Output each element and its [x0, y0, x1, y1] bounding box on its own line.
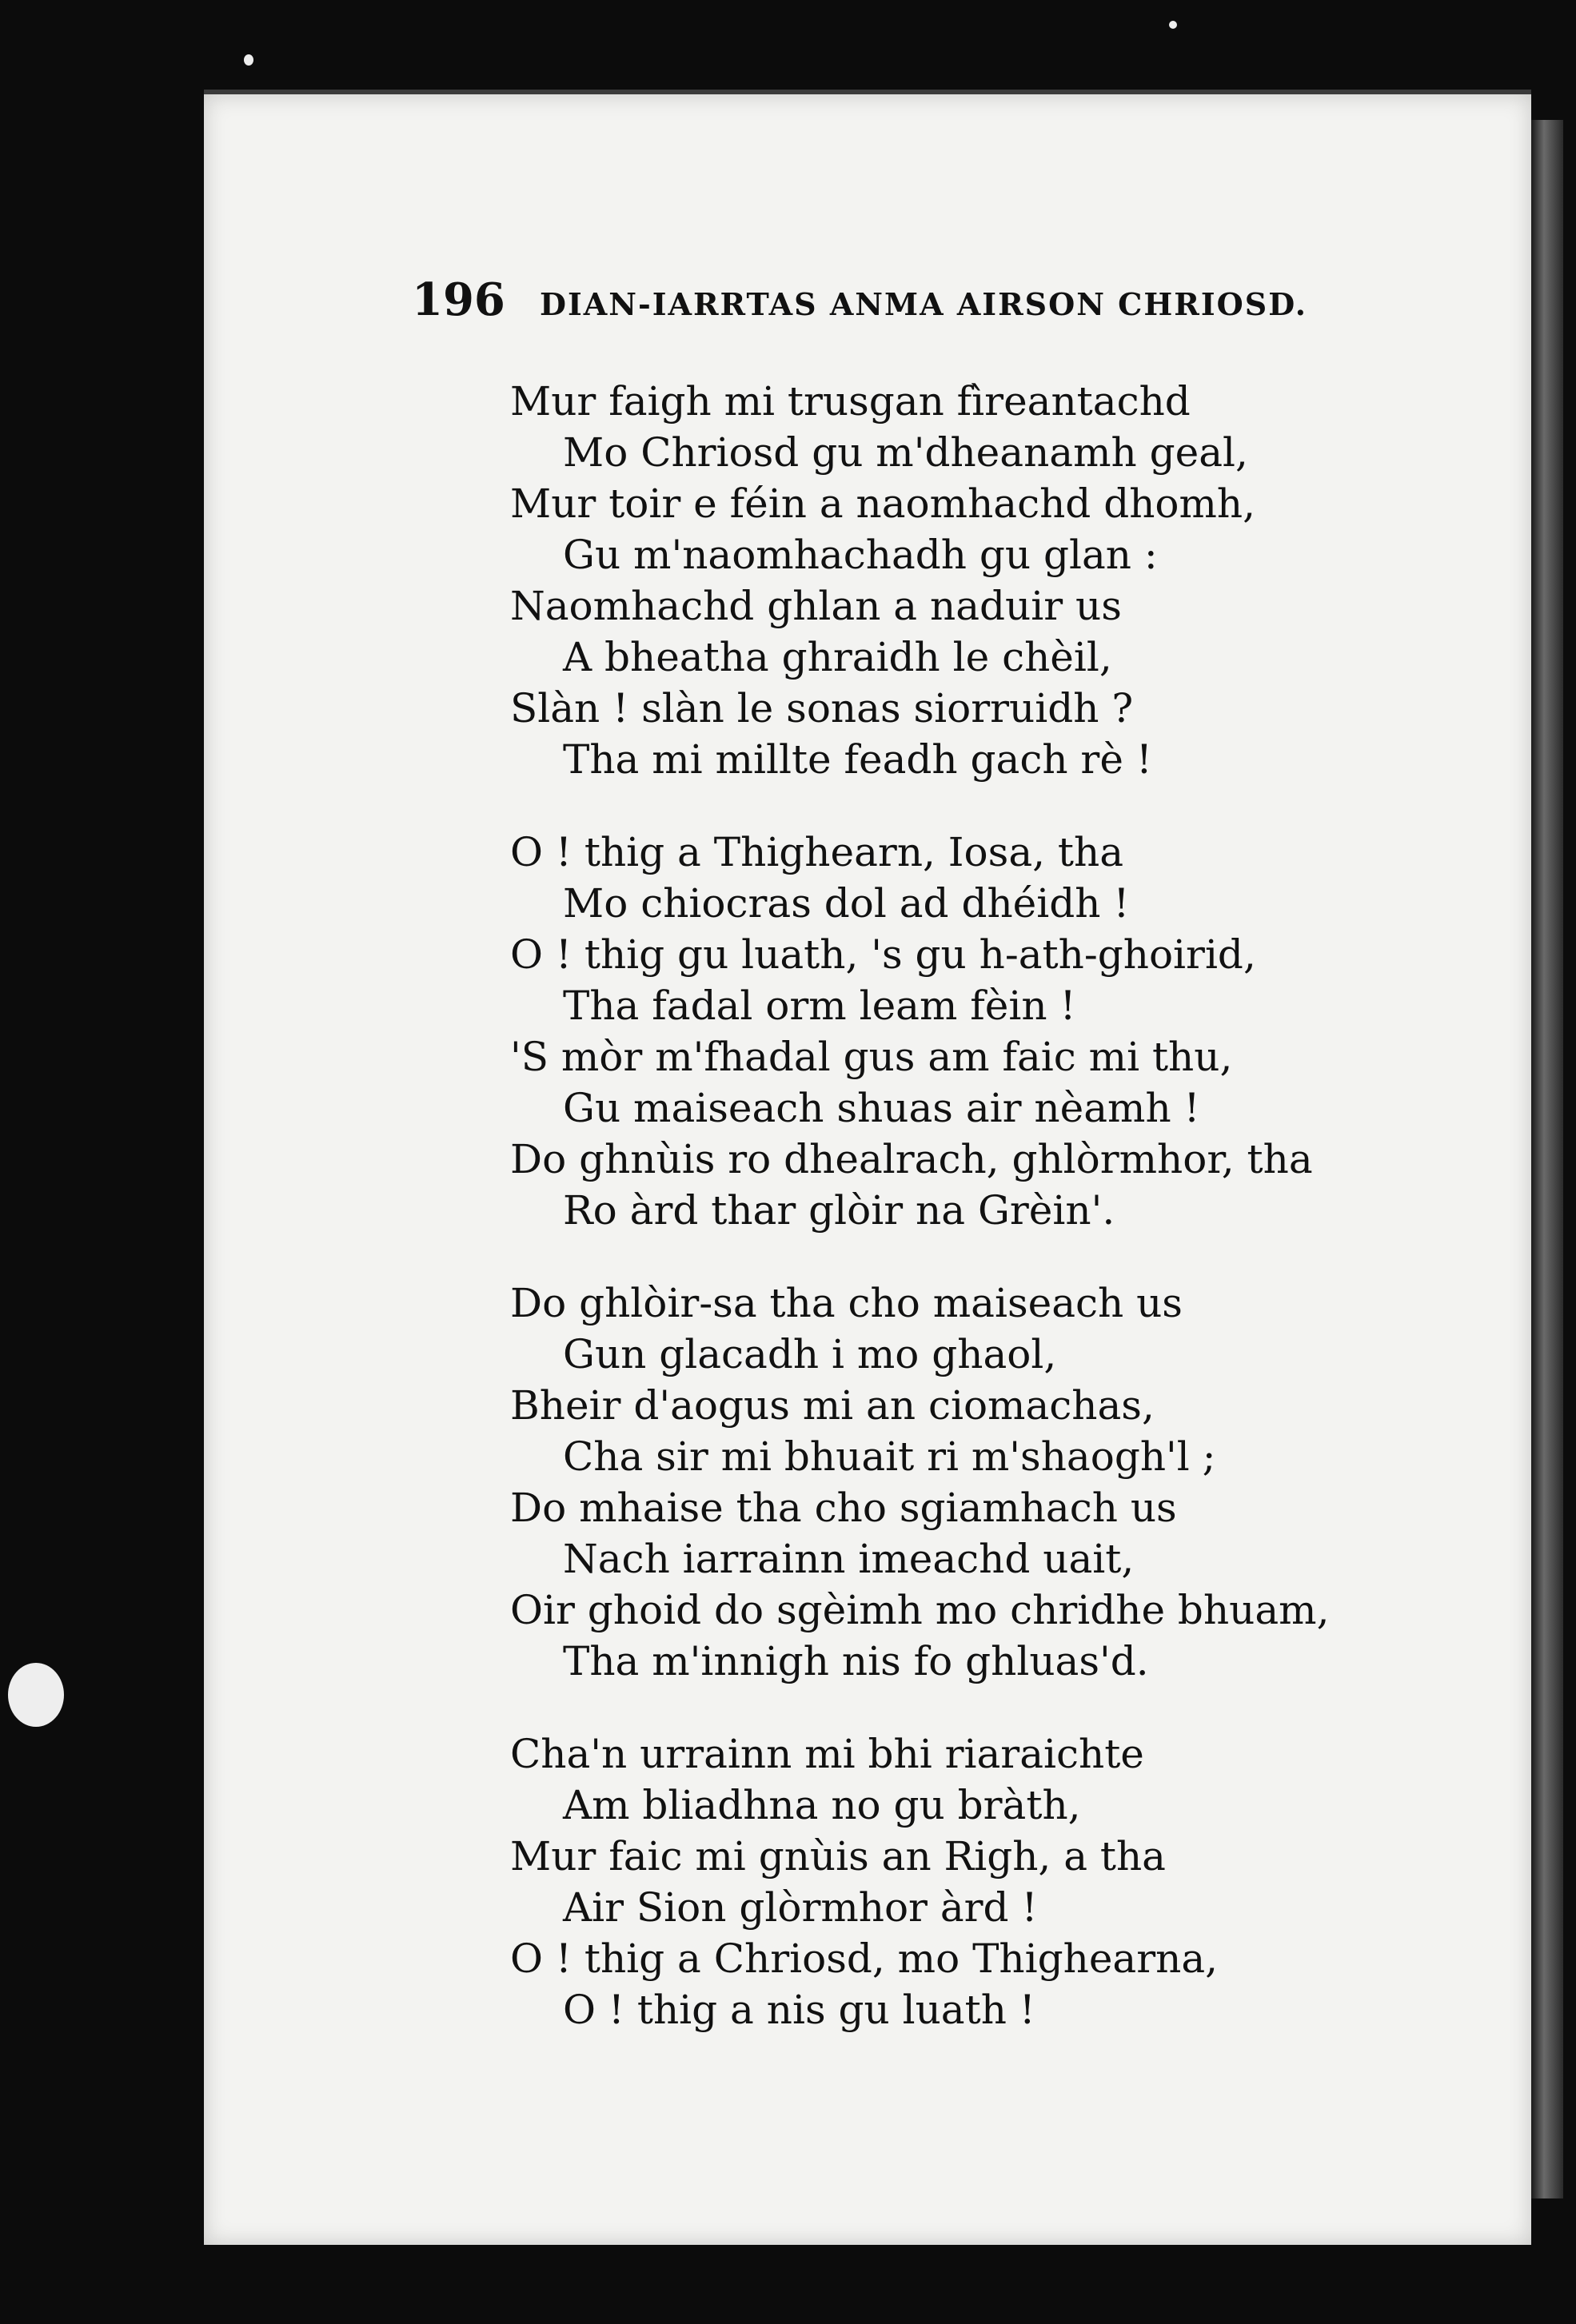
- running-header: [412, 272, 1371, 328]
- scan-speck: [1169, 21, 1177, 29]
- verse-line: Naomhachd ghlan a naduir us: [510, 583, 1122, 629]
- verse-line: Mo chiocras dol ad dhéidh !: [563, 880, 1130, 927]
- stanza-3: [510, 1278, 1390, 1687]
- verse-line: Am bliadhna no gu bràth,: [563, 1782, 1081, 1828]
- verse-line: O ! thig a nis gu luath !: [563, 1987, 1035, 2033]
- verse-line: Mur faigh mi trusgan fìreantachd: [510, 378, 1191, 425]
- verse-line: O ! thig a Thighearn, Iosa, tha: [510, 829, 1124, 875]
- stanza-2: [510, 827, 1390, 1236]
- verse-line: Cha'n urrainn mi bhi riaraichte: [510, 1731, 1144, 1777]
- verse-line: Tha m'innigh nis fo ghluas'd.: [563, 1638, 1149, 1684]
- verse-line: O ! thig a Chriosd, mo Thighearna,: [510, 1935, 1219, 1982]
- scan-speck: [244, 54, 253, 66]
- verse-line: Mur faic mi gnùis an Righ, a tha: [510, 1833, 1166, 1880]
- poem: [510, 376, 1390, 2077]
- verse-line: Air Sion glòrmhor àrd !: [563, 1884, 1038, 1931]
- page-spine-edge: [1531, 120, 1563, 2198]
- verse-line: Slàn ! slàn le sonas siorruidh ?: [510, 685, 1134, 731]
- verse-line: Bheir d'aogus mi an ciomachas,: [510, 1382, 1155, 1429]
- verse-line: O ! thig gu luath, 's gu h-ath-ghoirid,: [510, 931, 1256, 978]
- verse-line: Gu maiseach shuas air nèamh !: [563, 1085, 1200, 1131]
- verse-line: A bheatha ghraidh le chèil,: [563, 634, 1112, 680]
- verse-line: Do ghnùis ro dhealrach, ghlòrmhor, tha: [510, 1136, 1313, 1182]
- verse-line: Do ghlòir-sa tha cho maiseach us: [510, 1280, 1183, 1326]
- running-title: DIAN-IARRTAS ANMA AIRSON CHRIOSD.: [540, 286, 1308, 322]
- verse-line: Do mhaise tha cho sgiamhach us: [510, 1485, 1177, 1531]
- stanza-4: [510, 1728, 1390, 2035]
- verse-line: Tha fadal orm leam fèin !: [563, 983, 1076, 1029]
- page-number: 196: [412, 273, 505, 326]
- verse-line: Oir ghoid do sgèimh mo chridhe bhuam,: [510, 1587, 1330, 1633]
- verse-line: Cha sir mi bhuait ri m'shaogh'l ;: [563, 1433, 1216, 1480]
- stanza-1: [510, 376, 1390, 785]
- verse-line: Mur toir e féin a naomhachd dhomh,: [510, 480, 1256, 527]
- verse-line: Gu m'naomhachadh gu glan :: [563, 532, 1158, 578]
- verse-line: 'S mòr m'fhadal gus am faic mi thu,: [510, 1034, 1233, 1080]
- verse-line: Ro àrd thar glòir na Grèin'.: [563, 1187, 1115, 1234]
- verse-line: Gun glacadh i mo ghaol,: [563, 1331, 1057, 1377]
- verse-line: Mo Chriosd gu m'dheanamh geal,: [563, 429, 1248, 476]
- verse-line: Nach iarrainn imeachd uait,: [563, 1536, 1135, 1582]
- scan-speck: [8, 1663, 64, 1727]
- verse-line: Tha mi millte feadh gach rè !: [563, 736, 1152, 783]
